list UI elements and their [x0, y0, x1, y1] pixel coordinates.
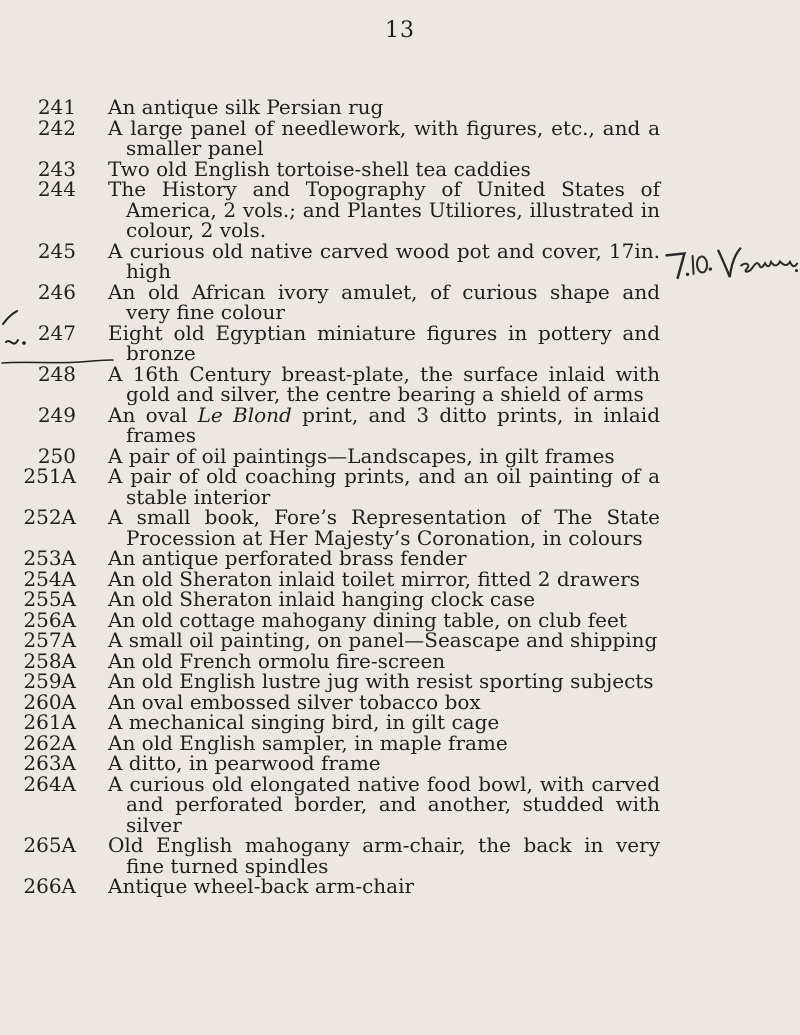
lot-description: Old English mahogany arm-chair, the back in very fine turned spindles: [108, 833, 660, 878]
lot-number: 247: [37, 320, 76, 345]
lot-number: 261A: [23, 710, 76, 734]
lot-description: An old English sampler, in maple frame: [108, 730, 508, 755]
handwritten-signature-image: [662, 242, 800, 283]
lot-row-251a: [20, 466, 660, 507]
lot-description: A curious old native carved wood pot and cover, 17in. high: [108, 238, 660, 283]
lot-number: 252A: [23, 505, 76, 529]
lot-number: 265A: [23, 833, 76, 857]
lot-number: 255A: [23, 587, 76, 611]
lot-row-263a: [20, 753, 660, 774]
lot-number: 241: [37, 95, 76, 119]
lot-description: An oval embossed silver tobacco box: [108, 689, 481, 714]
lot-description: A pair of oil paintings—Landscapes, in gilt frames: [108, 443, 615, 468]
lot-number: 258A: [23, 648, 76, 673]
lot-row-261a: [20, 712, 660, 733]
margin-tick-icon: [4, 334, 28, 352]
lot-number: 266A: [23, 874, 76, 898]
lot-row-241: [20, 97, 660, 118]
lot-description: A pair of old coaching prints, and an oil painting of a stable interior: [108, 464, 660, 509]
lot-number: 251A: [23, 464, 76, 488]
lot-description: A 16th Century breast-plate, the surface inlaid with gold and silver, the centre bearing a shield of arms: [108, 361, 660, 406]
lot-number: 254A: [23, 566, 76, 591]
lot-description: A small book, Fore’s Representation of The State Procession at Her Majesty’s Coronation, in colours: [108, 505, 660, 550]
lot-row-243: [20, 156, 660, 181]
lot-description: An old cottage mahogany dining table, on club feet: [108, 607, 627, 632]
lot-row-248: [20, 361, 660, 406]
lot-description: An old African ivory amulet, of curious shape and very fine colour: [108, 279, 660, 324]
margin-underline-mark: [0, 357, 115, 367]
lot-row-258a: [20, 648, 660, 673]
margin-bracket-icon: [0, 309, 24, 327]
italic-name: Le Blond: [197, 402, 292, 427]
lot-row-264a: [20, 771, 660, 837]
lot-description: Antique wheel-back arm-chair: [108, 874, 415, 898]
lot-description: An oval Le Blond print, and 3 ditto prints, in inlaid frames: [108, 402, 661, 447]
lot-description: An old French ormolu fire-screen: [108, 648, 446, 673]
lot-number: 244: [37, 177, 76, 201]
lot-description: The History and Topography of United States of America, 2 vols.; and Plantes Utiliores, illustrated in colour, 2 vols.: [108, 177, 660, 242]
lot-description: A mechanical singing bird, in gilt cage: [108, 710, 500, 734]
lot-row-242: [20, 115, 660, 160]
lot-row-260a: [20, 689, 660, 714]
lot-number: 253A: [23, 546, 76, 570]
lot-description: A large panel of needlework, with figures, etc., and a smaller panel: [108, 115, 660, 160]
lot-row-247: [20, 320, 660, 365]
catalog-list: [20, 97, 660, 897]
lot-row-250: [20, 443, 660, 468]
lot-number: 248: [37, 361, 76, 386]
lot-description: A ditto, in pearwood frame: [108, 751, 381, 775]
lot-description: An old Sheraton inlaid hanging clock case: [108, 587, 536, 611]
handwritten-annotation: [662, 242, 800, 283]
lot-number: 264A: [23, 771, 76, 796]
lot-number: 256A: [23, 607, 76, 632]
lot-number: 242: [37, 115, 76, 140]
lot-row-262a: [20, 730, 660, 755]
lot-description: A small oil painting, on panel—Seascape and shipping: [108, 628, 658, 652]
lot-number: 250: [37, 443, 76, 468]
lot-description: An old Sheraton inlaid toilet mirror, fitted 2 drawers: [108, 566, 640, 591]
lot-row-257a: [20, 630, 660, 651]
lot-number: 259A: [23, 669, 76, 693]
lot-row-255a: [20, 589, 660, 610]
lot-row-246: [20, 279, 660, 324]
lot-description: An old English lustre jug with resist sporting subjects: [108, 669, 654, 693]
lot-number: 243: [37, 156, 76, 181]
lot-row-245: [20, 238, 660, 283]
lot-row-259a: [20, 671, 660, 692]
lot-row-252a: [20, 507, 660, 548]
lot-number: 263A: [23, 751, 76, 775]
lot-description: Two old English tortoise-shell tea caddies: [108, 156, 531, 181]
lot-row-265a: [20, 835, 660, 876]
lot-row-266a: [20, 876, 660, 897]
lot-row-254a: [20, 566, 660, 591]
lot-row-253a: [20, 548, 660, 569]
lot-number: 246: [37, 279, 76, 304]
lot-number: 260A: [23, 689, 76, 714]
page-number: 13: [385, 18, 415, 43]
lot-number: 249: [37, 402, 76, 427]
lot-number: 245: [37, 238, 76, 263]
lot-row-244: [20, 179, 660, 241]
lot-row-249: [20, 402, 661, 447]
lot-number: 257A: [23, 628, 76, 652]
lot-description: A curious old elongated native food bowl, with carved and perforated border, and another, studded with silver: [108, 771, 660, 837]
lot-description: An antique silk Persian rug: [108, 95, 384, 119]
lot-description: An antique perforated brass fender: [108, 546, 467, 570]
lot-row-256a: [20, 607, 660, 632]
lot-number: 262A: [23, 730, 76, 755]
lot-description: Eight old Egyptian miniature figures in pottery and bronze: [108, 320, 660, 365]
